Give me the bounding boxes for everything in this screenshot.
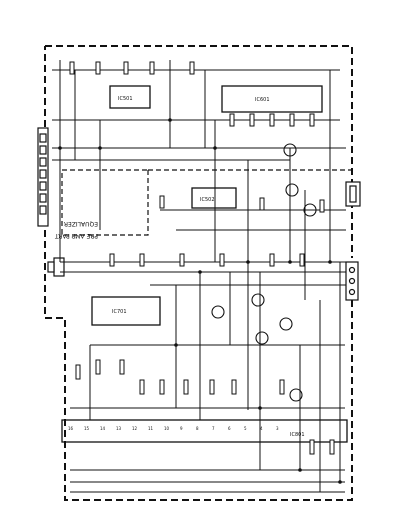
ic801-strip [62, 420, 347, 442]
ic601-block [222, 86, 322, 112]
ic801-label: IC801 [290, 432, 305, 438]
passive-components [70, 62, 334, 454]
board-boundary-dashed [45, 46, 352, 500]
pin-label: 4 [260, 426, 263, 431]
ic501-label: IC501 [118, 96, 133, 102]
wiring-traces [52, 60, 346, 492]
ic601-label: IC601 [255, 97, 270, 103]
ic801-pin-numbers [68, 426, 279, 431]
pin-label: 3 [276, 426, 279, 431]
pre-amp-part-label: PRE AMP PART [54, 232, 98, 239]
right-connector-bottom [346, 262, 358, 300]
ic502-block [192, 188, 236, 208]
pin-label: 13 [116, 426, 122, 431]
ic502-label: IC502 [200, 197, 215, 203]
pin-label: 12 [132, 426, 138, 431]
left-jack-connector [48, 258, 64, 276]
ic501-block [110, 86, 150, 108]
right-connector-top [346, 182, 360, 206]
ic701-block [92, 297, 160, 325]
pin-label: 6 [228, 426, 231, 431]
pin-label: 8 [196, 426, 199, 431]
pin-label: 11 [148, 426, 154, 431]
pin-label: 9 [180, 426, 183, 431]
pin-label: 7 [212, 426, 215, 431]
left-connector-block [38, 128, 48, 226]
equalizer-label: EQUALIZER [63, 220, 98, 227]
pin-label: 5 [244, 426, 247, 431]
pin-label: 16 [68, 426, 74, 431]
pin-label: 15 [84, 426, 90, 431]
ic701-label: IC701 [112, 309, 127, 315]
pin-label: 10 [164, 426, 170, 431]
pin-label: 14 [100, 426, 106, 431]
